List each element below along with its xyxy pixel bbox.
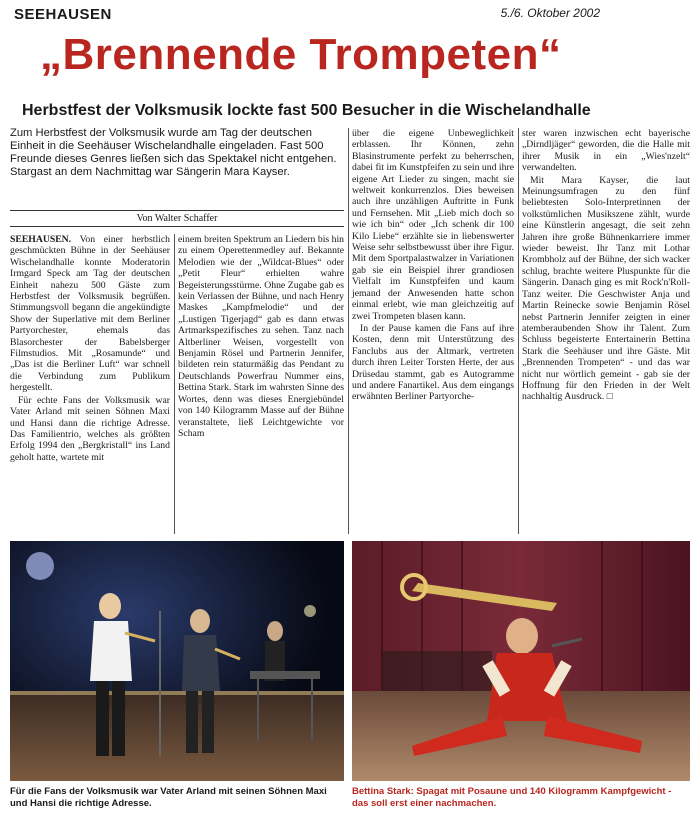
teaser-paragraph: Zum Herbstfest der Volksmusik wurde am Tag der deutschen Einheit in die Seehäuser Wischelandhalle eingeladen. Fast 500 Freunde dieses Genres ließen sich das Spektakel nicht entgehen. Stargast an dem Nachmittag war Sängerin Mara Kayser. (10, 127, 337, 178)
dateline-lead: SEEHAUSEN. (10, 234, 72, 245)
article-column-1 (10, 234, 170, 464)
column-rule (174, 234, 175, 534)
column-rule (518, 128, 519, 534)
byline: Von Walter Schaffer (10, 210, 344, 227)
article-paragraph: Mit Mara Kayser, die laut Meinungsumfragen zu den fünf beliebtesten Solo-Interpretinnen der volkstümlichen Musikszene zählt, wurde eine Künstlerin angesagt, die seit zehn Jahren ihre große Bühnenkarriere immer wieder beweist. Ihr Tanz mit Lothar Krombholz auf der Bühne, der sich wacker schlug, brachte weitere Pluspunkte für die Sängerin. Danach ging es mit Rock'n'Roll-Tanz weiter. Die Geschwister Anja und Martin Reinecke sowie Benjamin Rösel nebst Partnerin Jennifer zeigten in einer atemberaubenden Show ihr Talent. Zum Schluss begeisterte Entertainerin Bettina Stark die Seehäuser und ihre Gäste. Mit „Brennenden Trompeten“ - und das war nicht nur wörtlich gemeint - gab sie der Hoffnung für den Frieden in der Welt nachhaltig Ausdruck. □ (522, 174, 690, 403)
photo-performer-split (352, 541, 690, 781)
publication-date: 5./6. Oktober 2002 (500, 6, 600, 20)
photo-caption-1: Für die Fans der Volksmusik war Vater Arland mit seinen Söhnen Maxi und Hansi die richtige Adresse. (10, 786, 327, 809)
article-paragraph: Für echte Fans der Volksmusik war Vater Arland mit seinen Söhnen Maxi und Hansi dann die richtige Adresse. Das Familientrio, welches als größten Erfolg 1994 den „Bergkristall“ ins Land geholt hatte, wartete mit (10, 394, 170, 463)
headline: „Brennende Trompeten“ (40, 30, 562, 79)
photo-caption-2: Bettina Stark: Spagat mit Posaune und 140 Kilogramm Kampfgewicht - das soll erst einer nachmachen. (352, 786, 672, 809)
column-rule (348, 128, 349, 534)
subheadline: Herbstfest der Volksmusik lockte fast 500 Besucher in die Wischelandhalle (22, 102, 591, 119)
article-paragraph: ster waren inzwischen echt bayerische „Dirndljäger“ geworden, die die Halle mit ihrer Musik in ein „Wies'nzelt“ verwandelten. (522, 128, 690, 174)
article-column-3 (352, 128, 514, 404)
article-column-4 (522, 128, 690, 404)
photo-stage-musicians (10, 541, 344, 781)
article-column-2 (178, 234, 344, 440)
article-paragraph: In der Pause kamen die Fans auf ihre Kosten, denn mit Unterstützung des Fanclubs aus der Altmark, vertreten durch ihren Leiter Torsten Herte, der aus Drüsedau stammt, gab es Autogramme und andere Fanartikel. Aus dem eingangs erwähnten Berliner Partyorche- (352, 322, 514, 403)
article-paragraph: über die eigene Unbeweglichkeit erblassen. Ihr Können, zehn Blasinstrumente perfekt zu beherrschen, dabei fit im Kunstpfeifen zu sein und ihre eigene Art Lieder zu singen, macht sie weltweit konkurrenzlos. Dies beweisen auch ihre unzähligen Auftritte in Funk und Fernsehen. Mit „Lieb mich doch so wie ich bin“ oder „Ich schenk dir 100 Kilo Liebe“ erzählte sie in liebenswerter Weise sehr selbstbewusst über ihre Figur. Mit dem Sportpalastwalzer in Variationen gab sie ein Beispiel ihrer grandiosen Vielfalt im Kunstpfeifen und kaum jemand der Anwesenden hatte schon einmal erlebt, wie man gleichzeitig auf zwei Trompeten blasen kann. (352, 128, 514, 322)
article-paragraph: einem breiten Spektrum an Liedern bis hin zu einem Operettenmedley auf. Bekannte Melodien wie der „Wildcat-Blues“ oder „Petit Fleur“ erhielten wahre Begeisterungsstürme. Ohne Zugabe gab es kein Verlassen der Bühne, und nach Henry Maskes „Kampfmelodie“ und der „Lustigen Tigerjagd“ gab es dann etwas Artmarkspezifisches zu sehen. Tanz nach Altberliner Weisen, vorgestellt von Benjamin Rösel und Partnerin Jennifer, bildeten rein staturmäßig das Pendant zu Deutschlands Powerfrau Nummer eins, Bettina Stark. Stark im wahrsten Sinne des Wortes, denn was dieses Energiebündel von 140 Kilogramm Masse auf der Bühne veranstaltete, ließ Leichtgewichte vor Scham (178, 234, 345, 439)
location-dateline: SEEHAUSEN (14, 6, 112, 23)
article-paragraph: Von einer herbstlich geschmückten Bühne in der Seehäuser Wischelandhalle konnte Moderatorin Irmgard Speck am Tag der deutschen Einheit nahezu 500 Gäste zum Herbstfest der Volksmusik begrüßen. Stimmungsvoll begann die angekündigte Show der Superlative mit dem Berliner Partyorchester, ehemals das Blasorchester der Babelsberger Filmstudios. Mit „Rosamunde“ und „Das ist die Berliner Luft“ war schnell die Verbindung zum Publikum hergestellt. (10, 234, 170, 394)
